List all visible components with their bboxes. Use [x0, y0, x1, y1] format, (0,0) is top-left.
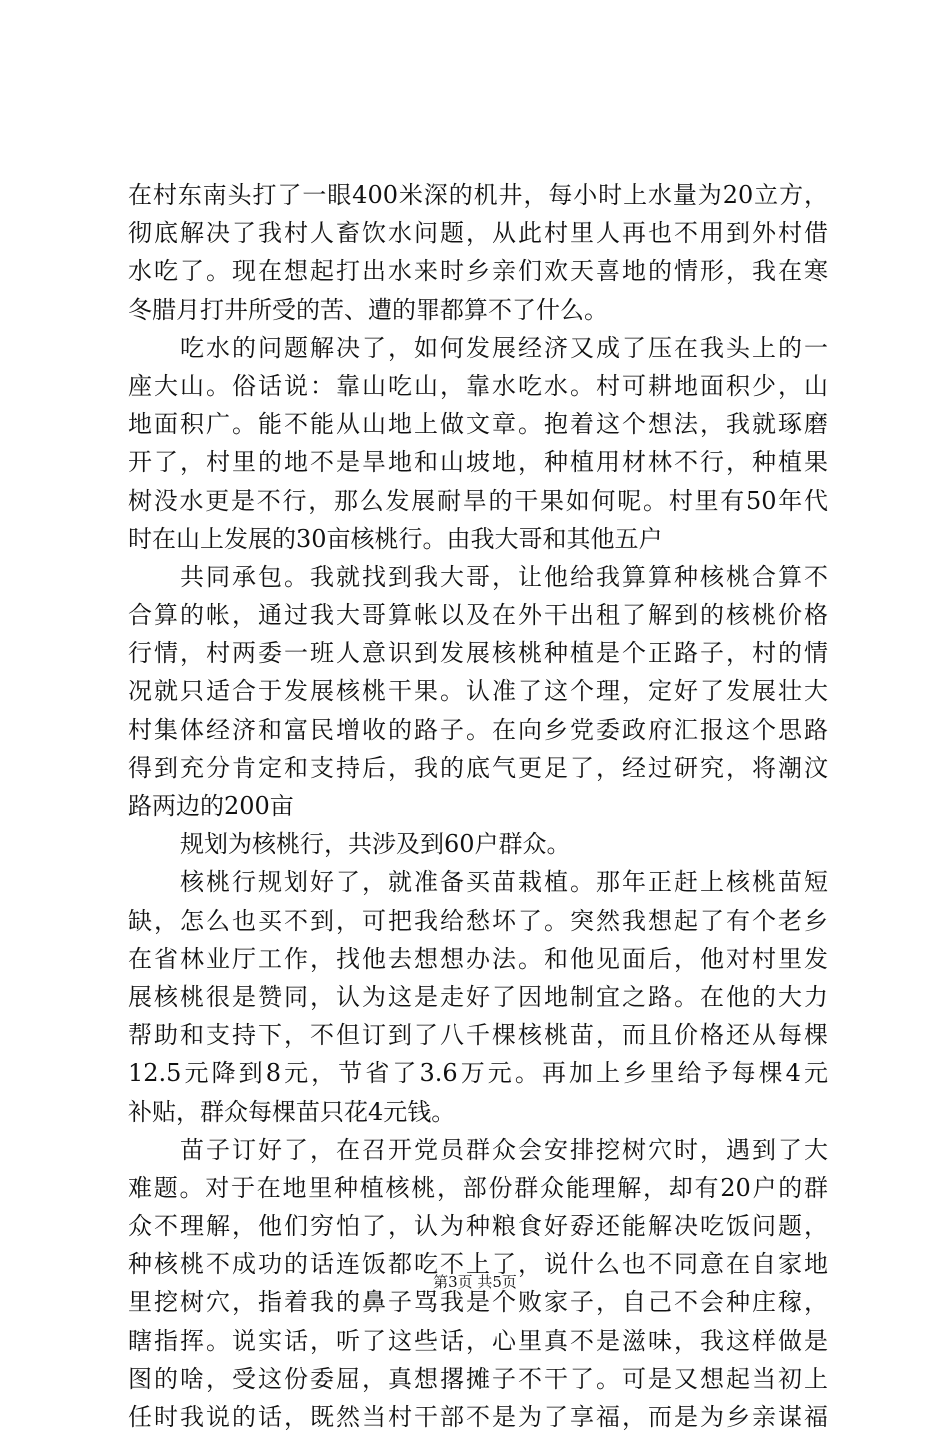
text-line: 规划为核桃行，共涉及到60户群众。: [180, 830, 571, 859]
text-line: 缺，怎么也买不到，可把我给愁坏了。突然我想起了有个老乡: [128, 906, 828, 935]
text-line: 在村东南头打了一眼400米深的机井，每小时上水量为20立方，: [128, 181, 828, 209]
page-footer: 第3页 共5页: [433, 1273, 517, 1291]
text-line: 瞎指挥。说实话，听了这些话，心里真不是滋味，我这样做是: [128, 1326, 828, 1355]
text-line: 12.5元降到8元，节省了3.6万元。再加上乡里给予每棵4元: [128, 1059, 828, 1088]
body-text: [128, 176, 828, 1436]
text-line: 种核桃不成功的话连饭都吃不上了，说什么也不同意在自家地: [128, 1250, 828, 1279]
text-line: 冬腊月打井所受的苦、遭的罪都算不了什么。: [128, 295, 608, 324]
text-line: 任时我说的话，既然当村干部不是为了享福，而是为乡亲谋福: [128, 1403, 828, 1431]
text-line: 在省林业厅工作，找他去想想办法。和他见面后，他对村里发: [128, 944, 828, 973]
text-line: 展核桃很是赞同，认为这是走好了因地制宜之路。在他的大力: [128, 982, 828, 1011]
text-line: 开了，村里的地不是旱地和山坡地，种植用材林不行，种植果: [128, 448, 828, 477]
text-line: 难题。对于在地里种植核桃，部份群众能理解，却有20户的群: [128, 1173, 828, 1202]
text-line: 苗子订好了，在召开党员群众会安排挖树穴时，遇到了大: [180, 1135, 828, 1164]
text-line: 树没水更是不行，那么发展耐旱的干果如何呢。村里有50年代: [128, 486, 828, 515]
text-line: 得到充分肯定和支持后，我的底气更足了，经过研究，将潮汶: [128, 753, 828, 782]
text-line: 里挖树穴，指着我的鼻子骂我是个败家子，自己不会种庄稼，: [128, 1288, 828, 1317]
text-line: 帮助和支持下，不但订到了八千棵核桃苗，而且价格还从每棵: [128, 1021, 828, 1050]
text-line: 共同承包。我就找到我大哥，让他给我算算种核桃合算不: [180, 562, 828, 591]
text-line: 地面积广。能不能从山地上做文章。抱着这个想法，我就琢磨: [128, 410, 828, 439]
text-line: 补贴，群众每棵苗只花4元钱。: [128, 1097, 456, 1126]
text-line: 核桃行规划好了，就准备买苗栽植。那年正赶上核桃苗短: [180, 868, 828, 897]
text-line: 众不理解，他们穷怕了，认为种粮食好孬还能解决吃饭问题，: [128, 1212, 828, 1241]
text-line: 水吃了。现在想起打出水来时乡亲们欢天喜地的情形，我在寒: [128, 257, 828, 286]
text-line: 况就只适合于发展核桃干果。认准了这个理，定好了发展壮大: [128, 677, 828, 706]
text-line: 行情，村两委一班人意识到发展核桃种植是个正路子，村的情: [128, 639, 828, 668]
text-line: 合算的帐，通过我大哥算帐以及在外干出租了解到的核桃价格: [128, 601, 828, 630]
text-line: 村集体经济和富民增收的路子。在向乡党委政府汇报这个思路: [128, 715, 828, 744]
text-line: 吃水的问题解决了，如何发展经济又成了压在我头上的一: [180, 333, 828, 362]
text-line: 座大山。俗话说：靠山吃山，靠水吃水。村可耕地面积少，山: [128, 371, 828, 400]
text-line: 彻底解决了我村人畜饮水问题，从此村里人再也不用到外村借: [128, 219, 828, 248]
text-line: 图的啥，受这份委屈，真想撂摊子不干了。可是又想起当初上: [128, 1364, 828, 1393]
text-line: 路两边的200亩: [128, 792, 294, 820]
text-line: 时在山上发展的30亩核桃行。由我大哥和其他五户: [128, 524, 663, 553]
